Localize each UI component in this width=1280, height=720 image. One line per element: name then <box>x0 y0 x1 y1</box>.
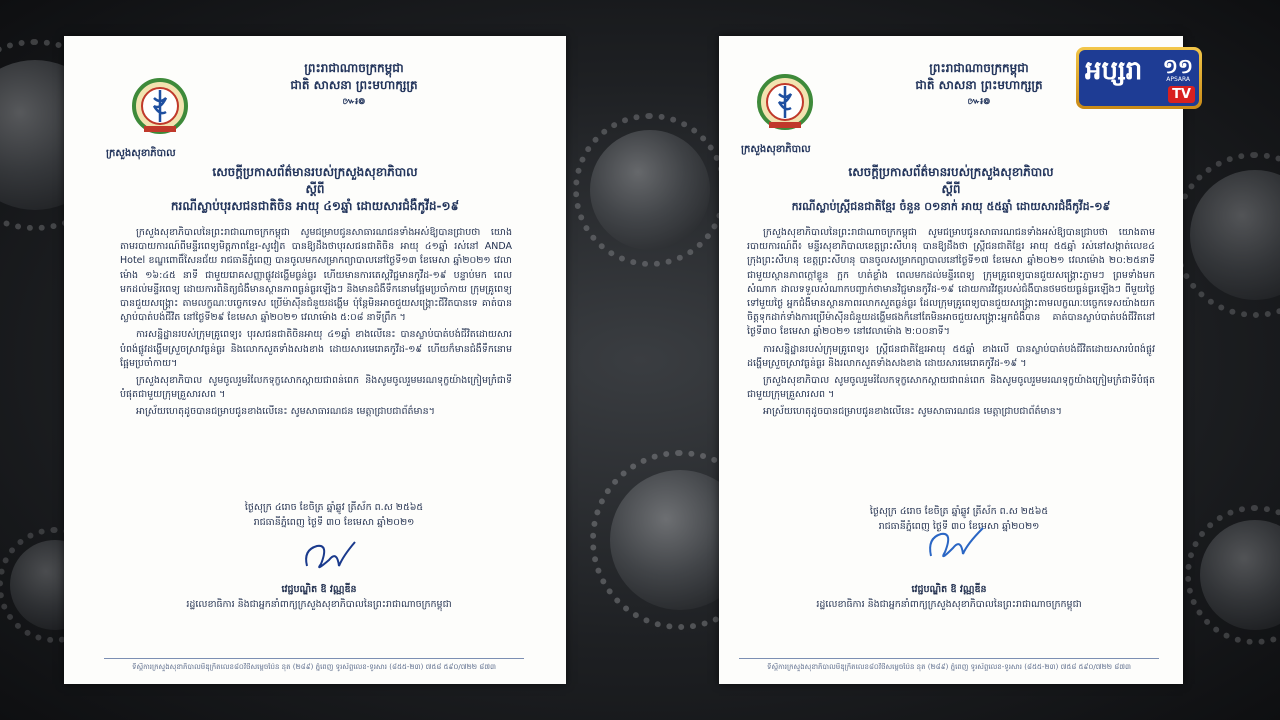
footer-address: ទីស្តីការក្រសួងសុខាភិបាលមីឌុក្រីតលេខ៨០វិថីសម្តេចប៉ែន នុត (២៨៩) ភ្នំពេញ ទូរស័ព្ទលេខ-ទូរសារ (៨៥៥-២៣) ៧៥៨ ៥៩០/៧២២ ៨៧៣ <box>132 663 496 671</box>
kingdom-header-line2: ជាតិ សាសនា ព្រះមហាក្សត្រ <box>915 78 1043 92</box>
kingdom-header <box>204 60 504 111</box>
signer-title: រដ្ឋលេខាធិការ និងជាអ្នកនាំពាក្យក្រសួងសុខាភិបាលនៃព្រះរាជាណាចក្រកម្ពុជា <box>816 599 1082 610</box>
footer-divider <box>739 658 1159 659</box>
announcement-title <box>64 164 566 215</box>
title-line1: សេចក្តីប្រកាសព័ត៌មានរបស់ក្រសួងសុខាភិបាល <box>212 165 418 179</box>
kingdom-header-line2: ជាតិ សាសនា ព្រះមហាក្សត្រ <box>290 78 418 92</box>
announcement-document-left <box>64 36 566 684</box>
ministry-of-health-logo <box>755 72 815 142</box>
body-paragraph: ការសន្និដ្ឋានរបស់ក្រុមគ្រូពេទ្យ៖ ស្ត្រីជនជាតិខ្មែរអាយុ ៥៥ឆ្នាំ ខាងលើ បានស្លាប់បាត់បង់ជីវិតដោយសារបំពង់ផ្លូវដង្ហើមស្រួចស្រាវធ្ងន់ធ្ងរ និងរលាកសួតទាំងសងខាង ដោយសារមេរោគកូវីដ-១៩ ។ <box>747 343 1155 369</box>
signer-name: វេជ្ជបណ្ឌិត ឱ វណ្ណឌីន <box>281 584 357 595</box>
ministry-of-health-logo <box>130 76 190 146</box>
kingdom-header-line1: ព្រះរាជាណាចក្រកម្ពុជា <box>929 61 1029 75</box>
body-paragraph: ក្រសួងសុខាភិបាលនៃព្រះរាជាណាចក្រកម្ពុជា សូមជម្រាបជូនសាធារណជនទាំងអស់ឱ្យបានជ្រាបថា យោងតាមរបាយការណ៍ពីមន្ទីរពេទ្យមិត្តភាពខ្មែរ-សូវៀត បានឱ្យដឹងថាបុរសជនជាតិចិន អាយុ ៤១ឆ្នាំ រស់នៅ ANDA Hotel ខណ្ឌពោធិ៍សែនជ័យ រាជធានីភ្នំពេញ បានចូលមកសម្រាកព្យាបាលនៅថ្ងៃទី១៣ ខែមេសា ឆ្នាំ២០២១ វេលាម៉ោង ១៦:៤៥ នាទី ជាមួយរោគសញ្ញាផ្លូវដង្ហើមធ្ងន់ធ្ងរ ហើយមានការតេស្តវិជ្ជមានកូវីដ-១៩ បន្ទាប់មក ពេលមកដល់មន្ទីរពេទ្យ ដោយការពិនិត្យជំងឺមានស្ថានភាពធ្ងន់ធ្ងរឡើងៗ និងមានជំងឺទឹកនោមផ្អែមប្រចាំកាយ ក្រុមគ្រូពេទ្យបានជួយសង្គ្រោះ តាមលក្ខណៈបច្ចេកទេស ប្រើម៉ាស៊ីនជំនួយដង្ហើម ប៉ុន្តែមិនអាចជួយសង្គ្រោះជីវិតបានទេ គាត់បានស្លាប់បាត់បង់ជីវិត នៅថ្ងៃទី២៩ ខែមេសា ឆ្នាំ២០២១ វេលាម៉ោង ៥:០៨ នាទីព្រឹក ។ <box>120 227 512 324</box>
channel-number: ១១ <box>1162 54 1193 78</box>
channel-tv-badge: TV <box>1168 86 1195 103</box>
signature <box>923 522 993 566</box>
footer-divider <box>104 658 524 659</box>
kingdom-header-line1: ព្រះរាជាណាចក្រកម្ពុជា <box>304 61 404 75</box>
announcement-title <box>719 164 1183 215</box>
lunar-date: ថ្ងៃសុក្រ ៤រោច ខែចិត្រ ឆ្នាំឆ្លូវ ត្រីស័ក ព.ស ២៥៦៥ <box>869 506 1049 517</box>
lunar-date: ថ្ងៃសុក្រ ៤រោច ខែចិត្រ ឆ្នាំឆ្លូវ ត្រីស័ក ព.ស ២៥៦៥ <box>244 502 424 513</box>
title-line2: ស្តីពី <box>941 182 961 196</box>
date-block <box>214 500 454 530</box>
body-paragraph: ក្រសួងសុខាភិបាល សូមចូលរួមរំលែកទុក្ខសោកស្តាយជាពន់ពេក និងសូមចូលរួមមរណទុក្ខយ៉ាងក្រៀមក្រំជាទីបំផុតជាមួយក្រុមគ្រួសារសព ។ <box>747 375 1155 401</box>
announcement-body <box>747 226 1155 496</box>
solar-date: រាជធានីភ្នំពេញ ថ្ងៃទី ៣០ ខែមេសា ឆ្នាំ២០២១ <box>253 517 415 528</box>
header-ornament: ៚៛៙ <box>342 97 366 107</box>
body-paragraph: ការសន្និដ្ឋានរបស់ក្រុមគ្រូពេទ្យ៖ បុរសជនជាតិចិនអាយុ ៤១ឆ្នាំ ខាងលើនេះ បានស្លាប់បាត់បង់ជីវិតដោយសារបំពង់ផ្លូវដង្ហើមស្រួចស្រាវធ្ងន់ធ្ងរ និងលោកសួតទាំងសងខាង ដោយសារមេរោគកូវីដ-១៩ ហើយក៏មានជំងឺទឹកនោមផ្អែមប្រចាំកាយ។ <box>120 329 512 369</box>
body-paragraph: អាស្រ័យហេតុដូចបានជម្រាបជូនខាងលើនេះ សូមសាធារណជន មេត្តាជ្រាបជាព័ត៌មាន។ <box>136 406 435 418</box>
virus-particle <box>1190 170 1280 300</box>
body-paragraph: អាស្រ័យហេតុដូចបានជម្រាបជូនខាងលើនេះ សូមសាធារណជន មេត្តាជ្រាបជាព័ត៌មាន។ <box>763 406 1062 418</box>
ministry-label: ក្រសួងសុខាភិបាល <box>106 148 176 159</box>
signer-block <box>779 582 1119 612</box>
signer-title: រដ្ឋលេខាធិការ និងជាអ្នកនាំពាក្យក្រសួងសុខាភិបាលនៃព្រះរាជាណាចក្រកម្ពុជា <box>186 599 452 610</box>
solar-date: រាជធានីភ្នំពេញ ថ្ងៃទី ៣០ ខែមេសា ឆ្នាំ២០២១ <box>878 521 1040 532</box>
body-paragraph: ក្រសួងសុខាភិបាល សូមចូលរួមរំលែកទុក្ខសោកស្តាយជាពន់ពេក និងសូមចូលរួមមរណទុក្ខយ៉ាងក្រៀមក្រំជាទីបំផុតជាមួយក្រុមគ្រួសារសព ។ <box>120 375 512 401</box>
virus-particle <box>590 130 710 250</box>
signer-block <box>154 582 484 612</box>
announcement-body <box>120 226 512 496</box>
ministry-label: ក្រសួងសុខាភិបាល <box>741 144 811 155</box>
header-ornament: ៚៛៙ <box>967 97 991 107</box>
apsara-tv-logo <box>1076 47 1202 109</box>
virus-particle <box>1200 520 1280 630</box>
footer-address: ទីស្តីការក្រសួងសុខាភិបាលមីឌុក្រីតលេខ៨០វិថីសម្តេចប៉ែន នុត (២៨៩) ភ្នំពេញ ទូរស័ព្ទលេខ-ទូរសារ (៨៥៥-២៣) ៧៥៨ ៥៩០/៧២២ ៨៧៣ <box>767 663 1131 671</box>
title-line1: សេចក្តីប្រកាសព័ត៌មានរបស់ក្រសួងសុខាភិបាល <box>848 165 1054 179</box>
signature <box>299 536 369 576</box>
title-line3: ករណីស្លាប់ស្ត្រីជនជាតិខ្មែរ ចំនួន ០១នាក់ អាយុ ៥៥ឆ្នាំ ដោយសារជំងឺកូវីដ-១៩ <box>791 200 1111 213</box>
body-paragraph: ក្រសួងសុខាភិបាលនៃព្រះរាជាណាចក្រកម្ពុជា សូមជម្រាបជូនសាធារណជនទាំងអស់ឱ្យបានជ្រាបថា យោងតាមរបាយការណ៍ពី៖ មន្ទីរសុខាភិបាលខេត្តព្រះសីហនុ បានឱ្យដឹងថា ស្ត្រីជនជាតិខ្មែរ អាយុ ៥៥ឆ្នាំ រស់នៅសង្កាត់លេខ៤ ក្រុងព្រះសីហនុ ខេត្តព្រះសីហនុ បានចូលសម្រាកព្យាបាលនៅថ្ងៃទី១៧ ខែមេសា ឆ្នាំ២០២១ វេលាម៉ោង ២០:២៥នាទី ជាមួយស្ថានភាពក្ដៅខ្លួន ក្អក ហត់ខ្លាំង ពេលមកដល់មន្ទីរពេទ្យ ក្រុមគ្រូពេទ្យបានជួយសង្គ្រោះភ្លាមៗ ព្រមទាំងមកសំណាក ដាលទទួលសំណាកបញ្ជាក់ថាមានវិជ្ជមានកូវីដ-១៩ ដោយការវិវត្តរបស់ជំងឺបានថមថយធ្ងន់ធ្ងរឡើងៗ ពីមួយថ្ងៃទៅមួយថ្ងៃ អ្នកជំងឺមានស្ថានភាពរលាកសួតធ្ងន់ធ្ងរ ដែលក្រុមគ្រូពេទ្យបានជួយសង្គ្រោះតាមលក្ខណៈបច្ចេកទេសយ៉ាងយកចិត្តទុកដាក់ទាំងការប្រើម៉ាស៊ីនជំនួយដង្ហើមផងក៏នៅតែមិនអាចជួយសង្គ្រោះអ្នកជំងឺបាន គាត់បានស្លាប់បាត់បង់ជីវិតនៅថ្ងៃទី៣០ ខែមេសា ឆ្នាំ២០២១ នៅវេលាម៉ោង ២:០០នាទី។ <box>747 227 1155 338</box>
channel-name: អប្សរា <box>1085 56 1143 86</box>
announcement-document-right <box>719 36 1183 684</box>
channel-sub: APSARA <box>1166 76 1190 83</box>
signer-name: វេជ្ជបណ្ឌិត ឱ វណ្ណឌីន <box>911 584 987 595</box>
title-line3: ករណីស្លាប់បុរសជនជាតិចិន អាយុ ៤១ឆ្នាំ ដោយសារជំងឺកូវីដ-១៩ <box>170 199 460 213</box>
title-line2: ស្តីពី <box>305 182 325 196</box>
